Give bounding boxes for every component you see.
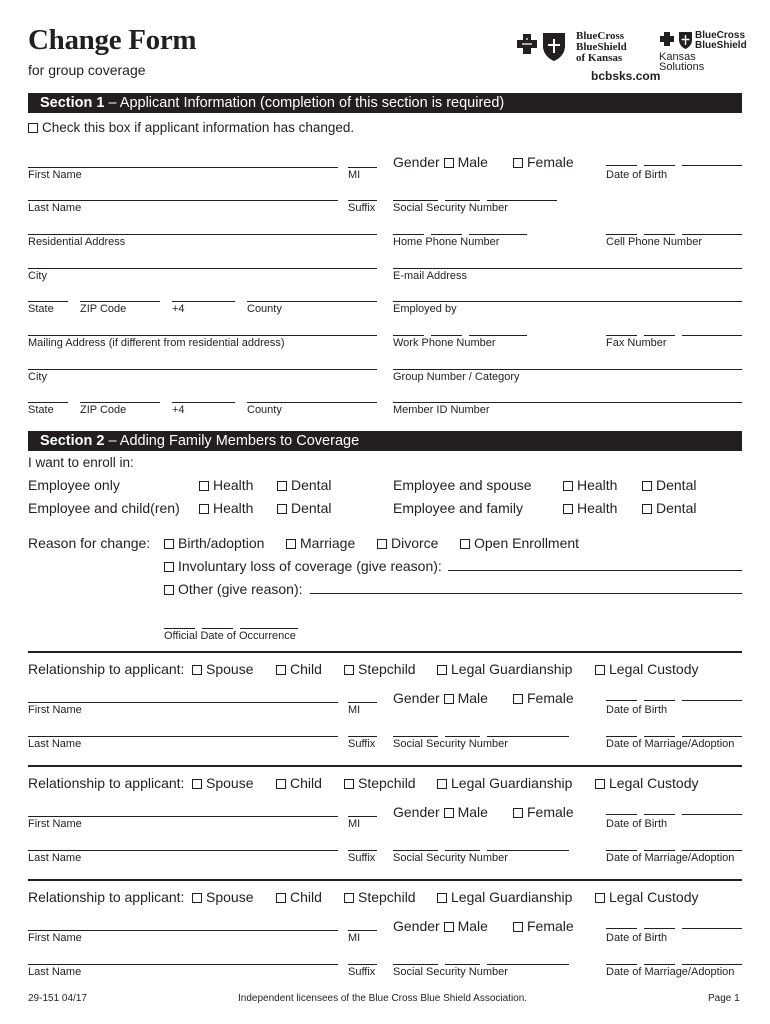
dependent-3-divider	[28, 879, 742, 881]
rel-guardianship-checkbox[interactable]	[437, 893, 447, 903]
dep-ssn-2-line[interactable]	[445, 850, 480, 851]
mailing-label: Mailing Address (if different from residential address)	[28, 337, 285, 349]
info-changed-check[interactable]	[28, 120, 354, 135]
employed-by-line[interactable]	[393, 301, 742, 302]
dob-year-line[interactable]	[682, 165, 742, 166]
emp-family-health[interactable]	[563, 500, 617, 516]
state-label: State	[28, 303, 54, 315]
dep-dob-month-line[interactable]	[606, 700, 637, 701]
dep-mi-line[interactable]	[348, 930, 377, 931]
logo1-line2: BlueShield	[576, 41, 627, 53]
reason-birth-label: Birth/adoption	[178, 535, 265, 551]
dep-first-name-line[interactable]	[28, 816, 338, 817]
dep-dom-label: Date of Marriage/Adoption	[606, 966, 735, 978]
dep-male-label: Male	[457, 804, 488, 820]
health-label: Health	[577, 477, 618, 493]
dep-suffix-line[interactable]	[348, 736, 377, 737]
suffix-label: Suffix	[348, 202, 376, 214]
dep-suffix-label: Suffix	[348, 852, 376, 864]
dep-suffix-line[interactable]	[348, 850, 377, 851]
dep-male-checkbox[interactable]	[444, 922, 454, 932]
dep-last-name-line[interactable]	[28, 964, 338, 965]
reason-marriage-checkbox[interactable]	[286, 539, 296, 549]
male-checkbox[interactable]	[444, 158, 454, 168]
rel-spouse-1[interactable]	[192, 661, 253, 677]
cell-phone-2-line[interactable]	[644, 234, 675, 235]
res-address-line[interactable]	[28, 234, 377, 235]
emp-only-dental[interactable]	[277, 477, 331, 493]
emp-spouse-dental[interactable]	[642, 477, 696, 493]
reason-birth[interactable]	[164, 535, 264, 551]
dep-female-field	[513, 804, 574, 820]
emp-family-health-checkbox[interactable]	[563, 504, 573, 514]
email-line[interactable]	[393, 268, 742, 269]
plus4-2-label: +4	[172, 404, 185, 416]
rel-stepchild-label: Stepchild	[358, 889, 416, 905]
work-phone-3-line[interactable]	[469, 335, 527, 336]
dep-ssn-3-line[interactable]	[487, 850, 569, 851]
reason-involuntary-checkbox[interactable]	[164, 562, 174, 572]
rel-child-checkbox[interactable]	[276, 665, 286, 675]
dental-label: Dental	[656, 500, 697, 516]
reason-divorce[interactable]	[377, 535, 438, 551]
dep-last-name-label: Last Name	[28, 852, 82, 864]
ssn-3-line[interactable]	[487, 200, 557, 201]
emp-child-dental[interactable]	[277, 500, 331, 516]
dep-dob-year-line[interactable]	[682, 928, 742, 929]
dep-last-name-label: Last Name	[28, 738, 82, 750]
reason-birth-checkbox[interactable]	[164, 539, 174, 549]
work-phone-label: Work Phone Number	[393, 337, 496, 349]
gender-field	[393, 154, 488, 170]
emp-child-health[interactable]	[199, 500, 253, 516]
rel-spouse-checkbox[interactable]	[192, 665, 202, 675]
dep-female-checkbox[interactable]	[513, 808, 523, 818]
dep-gender-label: Gender	[393, 690, 440, 706]
rel-guardianship-1[interactable]	[437, 661, 572, 677]
group-number-line[interactable]	[393, 369, 742, 370]
kansas-solutions-logo	[659, 30, 747, 73]
blue-cross-shield-icon	[514, 30, 572, 64]
dep-male-checkbox[interactable]	[444, 808, 454, 818]
rel-stepchild-checkbox[interactable]	[344, 779, 354, 789]
ssn-2-line[interactable]	[445, 200, 480, 201]
info-changed-label: Check this box if applicant information has changed.	[42, 120, 355, 135]
dep-ssn-label: Social Security Number	[393, 966, 508, 978]
email-label: E-mail Address	[393, 270, 467, 282]
zip-line[interactable]	[80, 301, 160, 302]
rel-guardianship-label: Legal Guardianship	[451, 661, 573, 677]
health-label: Health	[577, 500, 618, 516]
first-name-label: First Name	[28, 169, 82, 181]
rel-child-label: Child	[290, 775, 322, 791]
reason-other-label: Other (give reason):	[178, 581, 303, 597]
mi-label: MI	[348, 169, 361, 181]
rel-custody-label: Legal Custody	[609, 661, 699, 677]
home-phone-1-line[interactable]	[393, 234, 424, 235]
home-phone-label: Home Phone Number	[393, 236, 500, 248]
dep-dom-day-line[interactable]	[644, 850, 675, 851]
state2-label: State	[28, 404, 54, 416]
rel-stepchild-checkbox[interactable]	[344, 893, 354, 903]
rel-child-label: Child	[290, 889, 322, 905]
emp-spouse-health-checkbox[interactable]	[563, 481, 573, 491]
dep-first-name-label: First Name	[28, 704, 82, 716]
health-label: Health	[213, 477, 254, 493]
licensee-notice: Independent licensees of the Blue Cross Blue Shield Association.	[238, 993, 528, 1004]
dep-female-checkbox[interactable]	[513, 922, 523, 932]
zip2-line[interactable]	[80, 402, 160, 403]
rel-stepchild-checkbox[interactable]	[344, 665, 354, 675]
reason-involuntary[interactable]	[164, 558, 442, 574]
employee-spouse-label: Employee and spouse	[393, 477, 532, 493]
section2-label: Section 2	[40, 433, 105, 449]
dep-dob-month-line[interactable]	[606, 928, 637, 929]
dep-mi-line[interactable]	[348, 702, 377, 703]
work-phone-2-line[interactable]	[431, 335, 462, 336]
emp-only-health-checkbox[interactable]	[199, 481, 209, 491]
dep-female-field	[513, 918, 574, 934]
dep-mi-line[interactable]	[348, 816, 377, 817]
res-address-label: Residential Address	[28, 236, 126, 248]
relationship-label: Relationship to applicant:	[28, 889, 185, 905]
rel-custody-checkbox[interactable]	[595, 779, 605, 789]
form-subtitle: for group coverage	[28, 62, 146, 78]
dep-dom-month-line[interactable]	[606, 850, 637, 851]
rel-custody-checkbox[interactable]	[595, 665, 605, 675]
health-label: Health	[213, 500, 254, 516]
rel-stepchild-label: Stepchild	[358, 661, 416, 677]
dep-dob-label: Date of Birth	[606, 932, 668, 944]
dep-dob-year-line[interactable]	[682, 814, 742, 815]
dep-dom-year-line[interactable]	[682, 850, 742, 851]
employed-by-label: Employed by	[393, 303, 457, 315]
form-title: Change Form	[28, 24, 197, 56]
rel-custody-1[interactable]	[595, 661, 699, 677]
rel-spouse-label: Spouse	[206, 775, 254, 791]
reason-other[interactable]	[164, 581, 303, 597]
dep-gender-label: Gender	[393, 804, 440, 820]
dep-dob-label: Date of Birth	[606, 818, 668, 830]
last-name-line[interactable]	[28, 200, 338, 201]
rel-child-label: Child	[290, 661, 322, 677]
section1-label: Section 1	[40, 95, 105, 111]
employee-only-label: Employee only	[28, 477, 120, 493]
city-line[interactable]	[28, 268, 377, 269]
logo2-line3: Kansas Solutions	[659, 51, 705, 73]
dental-label: Dental	[656, 477, 697, 493]
dep-suffix-label: Suffix	[348, 738, 376, 750]
female-label: Female	[527, 154, 574, 170]
dep-female-field	[513, 690, 574, 706]
female-checkbox[interactable]	[513, 158, 523, 168]
dep-first-name-label: First Name	[28, 818, 82, 830]
dep-dom-day-line[interactable]	[644, 736, 675, 737]
dep-dob-label: Date of Birth	[606, 704, 668, 716]
ssn-1-line[interactable]	[393, 200, 438, 201]
dep-female-label: Female	[527, 690, 574, 706]
rel-child-checkbox[interactable]	[276, 779, 286, 789]
county-label: County	[247, 303, 282, 315]
dep-dom-month-line[interactable]	[606, 736, 637, 737]
dep-ssn-2-line[interactable]	[445, 964, 480, 965]
reason-open-checkbox[interactable]	[460, 539, 470, 549]
rel-spouse-checkbox[interactable]	[192, 779, 202, 789]
rel-custody-checkbox[interactable]	[595, 893, 605, 903]
dep-ssn-3-line[interactable]	[487, 964, 569, 965]
dep-female-checkbox[interactable]	[513, 694, 523, 704]
form-code: 29-151 04/17	[28, 993, 87, 1004]
city-label: City	[28, 270, 47, 282]
zip2-label: ZIP Code	[80, 404, 127, 416]
county2-line[interactable]	[247, 402, 377, 403]
dep-last-name-line[interactable]	[28, 850, 338, 851]
gender-label: Gender	[393, 154, 440, 170]
cell-phone-1-line[interactable]	[606, 234, 637, 235]
emp-only-health[interactable]	[199, 477, 253, 493]
dep-last-name-label: Last Name	[28, 966, 82, 978]
dep-ssn-1-line[interactable]	[393, 736, 438, 737]
rel-spouse-checkbox[interactable]	[192, 893, 202, 903]
work-phone-1-line[interactable]	[393, 335, 424, 336]
rel-guardianship-checkbox[interactable]	[437, 779, 447, 789]
dob-month-line[interactable]	[606, 165, 637, 166]
dep-dom-year-line[interactable]	[682, 964, 742, 965]
rel-spouse-3[interactable]	[192, 889, 253, 905]
dep-dom-label: Date of Marriage/Adoption	[606, 852, 735, 864]
rel-stepchild-3[interactable]	[344, 889, 416, 905]
suffix-line[interactable]	[348, 200, 377, 201]
dep-suffix-label: Suffix	[348, 966, 376, 978]
rel-custody-2[interactable]	[595, 775, 699, 791]
dep-mi-label: MI	[348, 818, 361, 830]
fax-1-line[interactable]	[606, 335, 637, 336]
emp-spouse-dental-checkbox[interactable]	[642, 481, 652, 491]
city2-line[interactable]	[28, 369, 377, 370]
dep-mi-label: MI	[348, 932, 361, 944]
female-field	[513, 154, 574, 170]
rel-spouse-label: Spouse	[206, 889, 254, 905]
section1-header	[28, 93, 742, 113]
fax-label: Fax Number	[606, 337, 667, 349]
reason-involuntary-label: Involuntary loss of coverage (give reason):	[178, 558, 442, 574]
rel-custody-label: Legal Custody	[609, 775, 699, 791]
emp-family-dental[interactable]	[642, 500, 696, 516]
dep-ssn-3-line[interactable]	[487, 736, 569, 737]
dep-first-name-label: First Name	[28, 932, 82, 944]
dep-dob-day-line[interactable]	[644, 928, 675, 929]
occurrence-month-line[interactable]	[164, 628, 195, 629]
emp-child-health-checkbox[interactable]	[199, 504, 209, 514]
rel-guardianship-checkbox[interactable]	[437, 665, 447, 675]
dep-ssn-label: Social Security Number	[393, 738, 508, 750]
dep-female-label: Female	[527, 804, 574, 820]
employee-children-label: Employee and child(ren)	[28, 500, 180, 516]
logo1-line1: BlueCross	[576, 30, 625, 42]
reason-open[interactable]	[460, 535, 579, 551]
emp-family-dental-checkbox[interactable]	[642, 504, 652, 514]
plus4-line[interactable]	[172, 301, 235, 302]
dependent-2-divider	[28, 765, 742, 767]
dep-ssn-1-line[interactable]	[393, 964, 438, 965]
employee-family-label: Employee and family	[393, 500, 523, 516]
reason-open-label: Open Enrollment	[474, 535, 580, 551]
dep-female-label: Female	[527, 918, 574, 934]
dep-dom-day-line[interactable]	[644, 964, 675, 965]
dep-dom-label: Date of Marriage/Adoption	[606, 738, 735, 750]
involuntary-reason-line[interactable]	[448, 570, 742, 571]
member-id-label: Member ID Number	[393, 404, 490, 416]
fax-2-line[interactable]	[644, 335, 675, 336]
page-number: Page 1	[708, 993, 740, 1004]
mailing-line[interactable]	[28, 335, 377, 336]
rel-custody-3[interactable]	[595, 889, 699, 905]
rel-child-checkbox[interactable]	[276, 893, 286, 903]
dep-gender-field	[393, 690, 488, 706]
dep-ssn-label: Social Security Number	[393, 852, 508, 864]
dob-day-line[interactable]	[644, 165, 675, 166]
dep-mi-label: MI	[348, 704, 361, 716]
rel-guardianship-3[interactable]	[437, 889, 572, 905]
emp-spouse-health[interactable]	[563, 477, 617, 493]
county2-label: County	[247, 404, 282, 416]
member-id-line[interactable]	[393, 402, 742, 403]
section1-title: – Applicant Information (completion of this section is required)	[104, 95, 505, 111]
state2-line[interactable]	[28, 402, 68, 403]
rel-custody-label: Legal Custody	[609, 889, 699, 905]
reason-other-checkbox[interactable]	[164, 585, 174, 595]
rel-stepchild-label: Stepchild	[358, 775, 416, 791]
dep-first-name-line[interactable]	[28, 930, 338, 931]
rel-spouse-label: Spouse	[206, 661, 254, 677]
reason-label: Reason for change:	[28, 535, 151, 551]
dep-ssn-2-line[interactable]	[445, 736, 480, 737]
dep-male-checkbox[interactable]	[444, 694, 454, 704]
dep-gender-field	[393, 804, 488, 820]
dep-dom-year-line[interactable]	[682, 736, 742, 737]
group-number-label: Group Number / Category	[393, 371, 520, 383]
rel-stepchild-1[interactable]	[344, 661, 416, 677]
zip-label: ZIP Code	[80, 303, 127, 315]
rel-spouse-2[interactable]	[192, 775, 253, 791]
male-label: Male	[457, 154, 488, 170]
city2-label: City	[28, 371, 47, 383]
dental-label: Dental	[291, 500, 332, 516]
emp-child-dental-checkbox[interactable]	[277, 504, 287, 514]
info-changed-checkbox[interactable]	[28, 123, 38, 133]
reason-marriage-label: Marriage	[300, 535, 356, 551]
fax-3-line[interactable]	[682, 335, 742, 336]
dep-dob-year-line[interactable]	[682, 700, 742, 701]
rel-child-2[interactable]	[276, 775, 322, 791]
relationship-label: Relationship to applicant:	[28, 661, 185, 677]
home-phone-2-line[interactable]	[431, 234, 462, 235]
mi-line[interactable]	[348, 167, 377, 168]
bcbsks-logo	[514, 30, 640, 64]
logo1-line3: of Kansas	[576, 52, 623, 64]
cell-phone-3-line[interactable]	[682, 234, 742, 235]
dep-ssn-1-line[interactable]	[393, 850, 438, 851]
dental-label: Dental	[291, 477, 332, 493]
state-line[interactable]	[28, 301, 68, 302]
rel-child-1[interactable]	[276, 661, 322, 677]
blue-cross-shield-small-icon	[659, 30, 693, 50]
reason-divorce-checkbox[interactable]	[377, 539, 387, 549]
plus4-2-line[interactable]	[172, 402, 235, 403]
dep-first-name-line[interactable]	[28, 702, 338, 703]
plus4-label: +4	[172, 303, 185, 315]
first-name-line[interactable]	[28, 167, 338, 168]
relationship-label: Relationship to applicant:	[28, 775, 185, 791]
occurrence-year-line[interactable]	[240, 628, 298, 629]
rel-child-3[interactable]	[276, 889, 322, 905]
reason-marriage[interactable]	[286, 535, 355, 551]
dep-gender-field	[393, 918, 488, 934]
dep-male-label: Male	[457, 918, 488, 934]
dob-label: Date of Birth	[606, 169, 668, 181]
county-line[interactable]	[247, 301, 377, 302]
rel-stepchild-2[interactable]	[344, 775, 416, 791]
cell-phone-label: Cell Phone Number	[606, 236, 702, 248]
dep-suffix-line[interactable]	[348, 964, 377, 965]
dep-dom-month-line[interactable]	[606, 964, 637, 965]
website: bcbsks.com	[591, 69, 661, 83]
other-reason-line[interactable]	[310, 593, 742, 594]
enroll-in-label: I want to enroll in:	[28, 455, 134, 470]
dep-dob-day-line[interactable]	[644, 700, 675, 701]
home-phone-3-line[interactable]	[469, 234, 527, 235]
ssn-label: Social Security Number	[393, 202, 508, 214]
dep-gender-label: Gender	[393, 918, 440, 934]
reason-divorce-label: Divorce	[391, 535, 439, 551]
dep-dob-month-line[interactable]	[606, 814, 637, 815]
last-name-label: Last Name	[28, 202, 82, 214]
dep-male-label: Male	[457, 690, 488, 706]
occurrence-day-line[interactable]	[202, 628, 233, 629]
rel-guardianship-label: Legal Guardianship	[451, 775, 573, 791]
rel-guardianship-label: Legal Guardianship	[451, 889, 573, 905]
dep-dob-day-line[interactable]	[644, 814, 675, 815]
rel-guardianship-2[interactable]	[437, 775, 572, 791]
dep-last-name-line[interactable]	[28, 736, 338, 737]
official-date-label: Official Date of Occurrence	[164, 630, 296, 642]
section2-title: – Adding Family Members to Coverage	[104, 433, 360, 449]
logo2-line2: BlueShield	[695, 40, 747, 51]
dependent-1-divider	[28, 651, 742, 653]
emp-only-dental-checkbox[interactable]	[277, 481, 287, 491]
logo2-line1: BlueCross	[695, 30, 746, 41]
section2-header	[28, 431, 742, 451]
